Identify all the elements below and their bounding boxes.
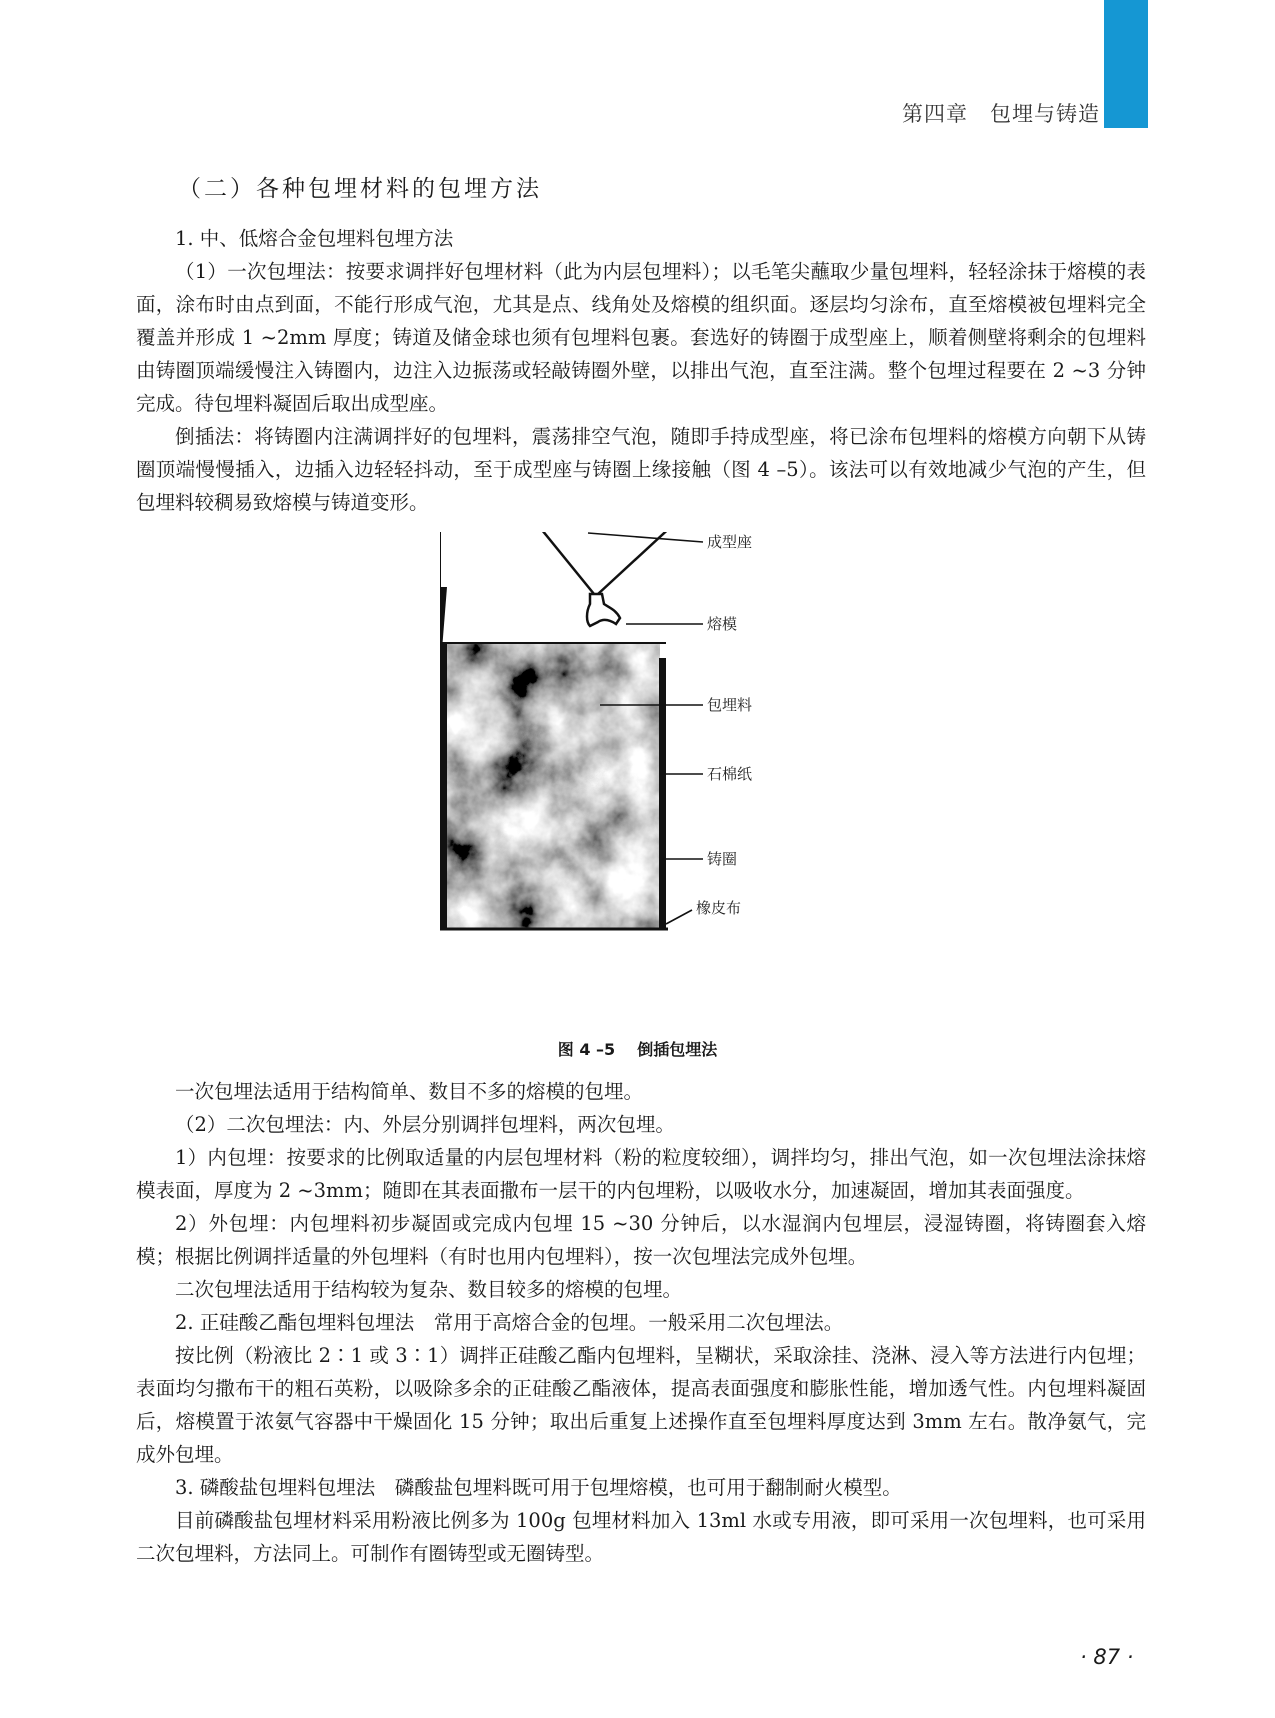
page-number: · 87 · — [1080, 1645, 1134, 1669]
chapter-title: 包埋与铸造 — [990, 102, 1100, 126]
label-wax-pattern: 熔模 — [707, 615, 738, 633]
paragraph: 1. 中、低熔合金包埋料包埋方法 — [175, 227, 454, 250]
paragraph: （1）一次包埋法：按要求调拌好包埋材料（此为内层包埋料）；以毛笔尖蘸取少量包埋料，轻轻涂抹于熔模的表面，涂布时由点到面，不能行形成气泡，尤其是点、线角处及熔模的组织面。逐层均匀涂布，直至熔模被包埋料完全覆盖并形成 1 ~2mm 厚度；铸道及储金球也须有包埋料包裹。套选好的铸圈于成型座上，顺着侧壁将剩余的包埋料由铸圈顶端缓慢注入铸圈内，边注入边振荡或轻敲铸圈外壁，以排出气泡，直至注满。整个包埋过程要在 2 ~3 分钟完成。待包埋料凝固后取出成型座。 — [136, 260, 1146, 415]
chapter-tab-marker — [1104, 0, 1148, 128]
label-asbestos-paper: 石棉纸 — [707, 765, 753, 783]
paragraph: 二次包埋法适用于结构较为复杂、数目较多的熔模的包埋。 — [175, 1278, 683, 1301]
paragraph: 3. 磷酸盐包埋料包埋法 磷酸盐包埋料既可用于包埋熔模，也可用于翻制耐火模型。 — [175, 1476, 902, 1499]
paragraph: 2）外包埋：内包埋料初步凝固或完成内包埋 15 ~30 分钟后，以水湿润内包埋层，浸湿铸圈，将铸圈套入熔模；根据比例调拌适量的外包埋料（有时也用内包埋料），按一次包埋法完成外包埋。 — [136, 1212, 1146, 1268]
paragraph: 目前磷酸盐包埋材料采用粉液比例多为 100g 包埋材料加入 13ml 水或专用液，即可采用一次包埋料，也可采用二次包埋料，方法同上。可制作有圈铸型或无圈铸型。 — [136, 1509, 1146, 1565]
investment-material — [446, 644, 660, 929]
paragraph: 倒插法：将铸圈内注满调拌好的包埋料，震荡排空气泡，随即手持成型座，将已涂布包埋料的熔模方向朝下从铸圈顶端慢慢插入，边插入边轻轻抖动，至于成型座与铸圈上缘接触（图 4 –5）。该法可以有效地减少气泡的产生，但包埋料较稠易致熔模与铸道变形。 — [136, 425, 1146, 514]
figure-title: 倒插包埋法 — [637, 1040, 718, 1059]
running-header — [902, 98, 1100, 128]
figure-4-5-diagram — [440, 532, 860, 1052]
figure-caption — [0, 1037, 1275, 1060]
casting-ring-right-wall — [659, 658, 666, 929]
text-block-top — [136, 222, 1146, 519]
paragraph: 2. 正硅酸乙酯包埋料包埋法 常用于高熔合金的包埋。一般采用二次包埋法。 — [175, 1311, 844, 1334]
wax-pattern — [587, 594, 620, 626]
section-title: （二）各种包埋材料的包埋方法 — [178, 176, 542, 202]
paragraph: 一次包埋法适用于结构简单、数目不多的熔模的包埋。 — [175, 1080, 644, 1103]
label-casting-ring: 铸圈 — [707, 850, 738, 868]
figure-number: 图 4 –5 — [557, 1040, 616, 1059]
paragraph: 按比例（粉液比 2∶1 或 3∶1）调拌正硅酸乙酯内包埋料，呈糊状，采取涂挂、浇淋、浸入等方法进行内包埋；表面均匀撒布干的粗石英粉，以吸除多余的正硅酸乙酯液体，提高表面强度和膨胀性能，增加透气性。内包埋料凝固后，熔模置于浓氨气容器中干燥固化 15 分钟；取出后重复上述操作直至包埋料厚度达到 3mm 左右。散净氨气，完成外包埋。 — [136, 1344, 1146, 1466]
chapter-number: 第四章 — [902, 102, 968, 126]
text-block-bottom — [136, 1075, 1146, 1570]
paragraph: （2）二次包埋法：内、外层分别调拌包埋料，两次包埋。 — [175, 1113, 675, 1136]
paragraph: 1）内包埋：按要求的比例取适量的内层包埋材料（粉的粒度较细），调拌均匀，排出气泡，如一次包埋法涂抹熔模表面，厚度为 2 ~3mm；随即在其表面撒布一层干的内包埋粉，以吸收水分，加速凝固，增加其表面强度。 — [136, 1146, 1146, 1202]
label-investment: 包埋料 — [707, 696, 753, 714]
label-rubber-base: 橡皮布 — [696, 899, 742, 917]
label-forming-base: 成型座 — [707, 533, 753, 551]
casting-ring-left-wall — [440, 644, 447, 929]
